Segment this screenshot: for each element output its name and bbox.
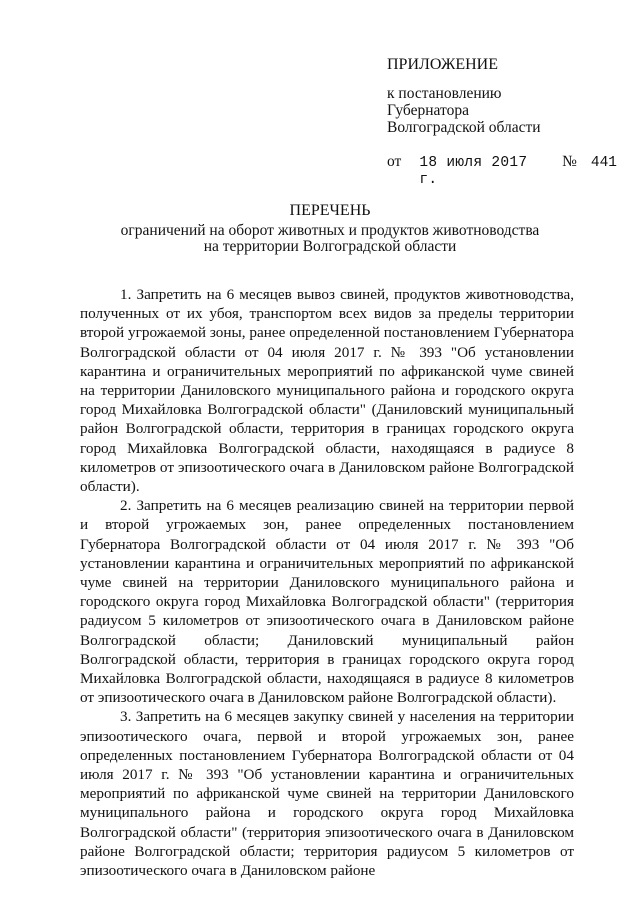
heading-subtitle-line: на территории Волгоградской области [203,238,457,255]
date-prefix: от [387,153,402,170]
number-sign: № [562,153,577,170]
document-body [80,285,574,880]
decree-date-line [387,153,617,189]
decree-date: 18 июля 2017 г. [419,155,528,188]
appendix-title: ПРИЛОЖЕНИЕ [387,56,499,73]
appendix-block [387,56,617,189]
appendix-line: Губернатора [387,102,469,119]
document-heading [80,203,580,255]
decree-number: 441 [590,155,617,171]
list-item: 2. Запретить на 6 месяцев реализацию свиней на территории первой и второй угрожаемых зон, ранее определенных постановлением Губернатора Волгоградской области от 04 июля 2017 г. № 393 "Об установлении карантина и ограничительных мероприятий по африканской чуме свиней на территории Даниловского муниципального района и городского округа город Михайловка Волгоградской области" (территория радиусом 5 километров от эпизоотического очага в Даниловском районе Волгоградской области; Даниловский муниципальный район Волгоградской области, территория в границах городского округа город Михайловка Волгоградской области, находящаяся в радиусе 8 километров от эпизоотического очага в Даниловском районе Волгоградской области). [80,497,574,707]
appendix-line: Волгоградской области [387,119,541,136]
appendix-line: к постановлению [387,85,502,102]
list-item: 1. Запретить на 6 месяцев вывоз свиней, продуктов животноводства, полученных от их убоя, транспортом всех видов за пределы территории второй угрожаемой зоны, ранее определенной постановлением Губернатора Волгоградской области от 04 июля 2017 г. № 393 "Об установлении карантина и ограничительных мероприятий по африканской чуме свиней на территории Даниловского муниципального района и городского округа город Михайловка Волгоградской области" (Даниловский муниципальный район Волгоградской области, территория в границах городского округа город Михайловка Волгоградской области, находящаяся в радиусе 8 километров от эпизоотического очага в Даниловском районе Волгоградской области). [80,286,574,496]
list-item: 3. Запретить на 6 месяцев закупку свиней у населения на территории эпизоотического очага, первой и второй угрожаемых зон, ранее определенных постановлением Губернатора Волгоградской области от 04 июля 2017 г. № 393 "Об установлении карантина и ограничительных мероприятий по африканской чуме свиней на территории Даниловского муниципального района и городского округа город Михайловка Волгоградской области" (территория эпизоотического очага в Даниловском районе Волгоградской области; территория радиусом 5 километров от эпизоотического очага в Даниловском районе [80,708,574,880]
heading-subtitle-line: ограничений на оборот животных и продуктов животноводства [120,222,540,239]
heading-title: ПЕРЕЧЕНЬ [289,202,371,219]
